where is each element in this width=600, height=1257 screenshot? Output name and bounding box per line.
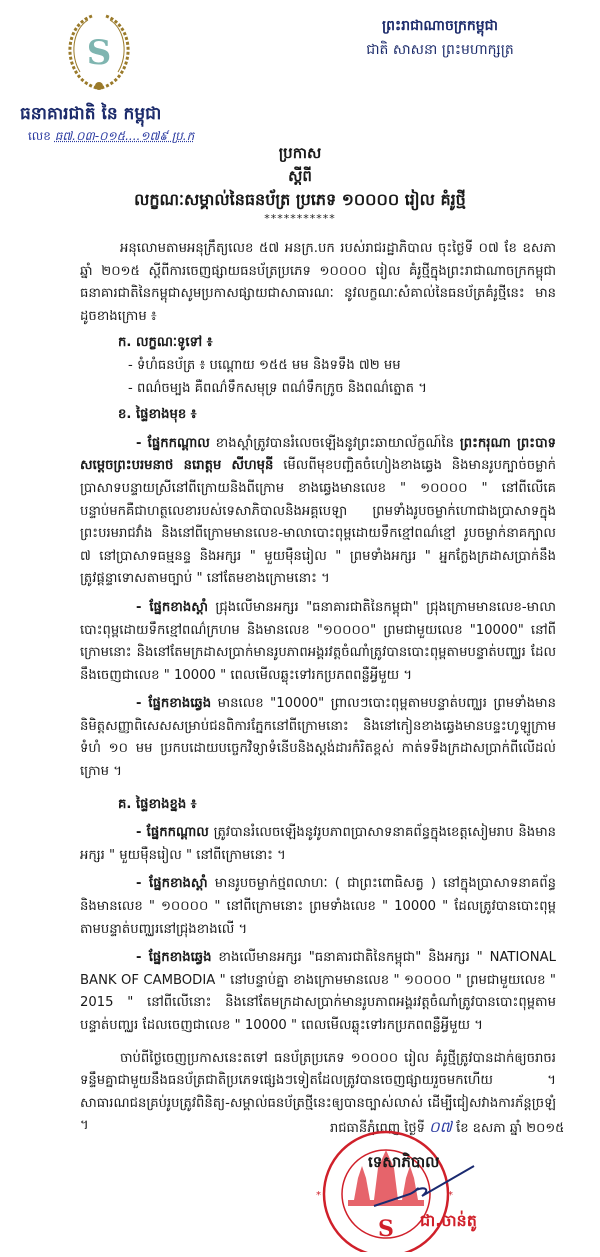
title-about: ស្តីពី	[288, 167, 312, 185]
svg-text:S: S	[378, 1216, 394, 1242]
handwritten-signature	[370, 1160, 480, 1210]
ref-label: លេខ	[28, 129, 51, 143]
section-a-item: - ទំហំធនប័ត្រ ៖ បណ្តោយ ១៥៥ មម និងទទឹង ៧២ មម	[128, 357, 401, 373]
text: ខាងលើមានអក្សរ "ធនាគារជាតិនៃកម្ពុជា" និងអក្សរ " NATIONAL BANK OF CAMBODIA " នៅបន្ទាប់គ្នា ខាងក្រោមមានលេខ " ១០០០០ " ព្រមជាមួយលេខ " 2015 " នៅពីលើនោះ និងនៅតែមក្រដាសប្រាក់មានរូបភាពអង្គរវត្តចំណាំត្រូវបានបោះពុម្ពតាមបន្ទាត់បញ្ឈរ ដែលចេញជាលេខ " 10000 " ពេលមើលឆ្លុះទៅរកប្រភពពន្លឺអ្វីមួយ ។	[80, 950, 556, 1033]
signatory-title: ទេសាភិបាល	[368, 1153, 440, 1171]
kingdom-header	[340, 14, 540, 62]
svg-text:*: *	[316, 1190, 321, 1201]
closing-paragraph: ចាប់ពីថ្ងៃចេញប្រកាសនេះតទៅ ធនប័ត្រប្រភេទ ១០០០០ រៀល គំរូថ្មីត្រូវបានដាក់ឲ្យចរាចរទន្ទឹមគ្នាជាមួយនឹងធនប័ត្រជាតិប្រភេទផ្សេងៗទៀតដែលត្រូវបានចេញផ្សាយរួចមកហើយ ។ សាធារណជនគ្រប់រូបត្រូវពិនិត្យ-សម្គាល់ធនប័ត្រថ្មីនេះឲ្យបានច្បាស់លាស់ ដើម្បីជៀសវាងការភ័ន្តច្រឡំ ។	[80, 1050, 556, 1134]
section-c-center	[80, 822, 556, 867]
section-c-right	[80, 873, 556, 941]
section-b-left	[80, 693, 556, 783]
lead: - ផ្នែកខាងឆ្វេង	[136, 696, 212, 712]
intro-paragraph: អនុលោមតាមអនុក្រឹត្យលេខ ៥៧ អនក្រ.បក របស់រាជរដ្ឋាភិបាល ចុះថ្ងៃទី ០៧ ខែ ឧសភា ឆ្នាំ ២០១៥ ស្តីពីការចេញផ្សាយធនប័ត្រប្រភេទ ១០០០០ រៀល គំរូថ្មីក្នុងព្រះរាជាណាចក្រកម្ពុជា ធនាគារជាតិនៃកម្ពុជាសូមប្រកាសផ្សាយជាសាធារណៈ នូវលក្ខណៈសំគាល់នៃធនប័ត្រគំរូថ្មីនេះ មានដូចខាងក្រោម ៖	[80, 241, 556, 324]
lead: - ផ្នែកខាងស្តាំ	[136, 599, 208, 615]
text: មានលេខ "10000" ព្រាលៗបោះពុម្ពតាមបន្ទាត់បញ្ឈរ ព្រមទាំងមាននិមិត្តសញ្ញាពិសេសសម្រាប់ជនពិការភ្នែកនៅពីក្រោមនោះ និងនៅកៀនខាងឆ្វេងមានបន្ទះហូឡូក្រាមទំហំ ១០ មម ប្រកបដោយបច្ចេកវិទ្យាទំនើបនិងស្តង់ដារកំរិតខ្ពស់ កាត់ទទឹងក្រដាសប្រាក់ពីលើដល់ក្រោម ។	[80, 696, 556, 780]
king-name: ព្រះករុណា ព្រះបាទ សម្តេចព្រះបរមនាថ នរោត្តម សីហមុនី	[80, 435, 556, 474]
section-a-heading: ក. លក្ខណៈទូទៅ ៖	[118, 335, 213, 351]
lead: - ផ្នែកខាងឆ្វេង	[136, 950, 212, 966]
svg-text:*: *	[448, 1190, 453, 1201]
text: ត្រូវបានរំលេចឡើងនូវរូបភាពប្រាសាទនាគព័ន្ធក្នុងខេត្តសៀមរាប និងមានអក្សរ " មួយម៉ឺនរៀល " នៅពីក្រោមនោះ ។	[80, 825, 557, 863]
bank-logo	[62, 12, 136, 92]
text: មានរូបចម្លាក់ថ្មពលាហៈ ( ជាព្រះពោធិសត្វ ) នៅក្នុងប្រាសាទនាគព័ន្ធ និងមានលេខ " ១០០០០ " នៅពីក្រោមនោះ ព្រមទាំងលេខ " 10000 " ដែលត្រូវបានបោះពុម្ពតាមបន្ទាត់បញ្ឈរនៅជ្រុងខាងលើ ។	[80, 876, 556, 937]
kingdom-name: ព្រះរាជាណាចក្រកម្ពុជា	[381, 18, 498, 34]
section-b-heading: ខ. ផ្ទៃខាងមុខ ៖	[118, 407, 197, 423]
section-b-right	[80, 597, 556, 687]
document-title	[0, 142, 600, 227]
text: ខាងស្តាំត្រូវបានរំលេចឡើងនូវព្រះឆាយាល័ក្ខណ៍នៃ	[209, 435, 460, 451]
date-prefix: រាជធានីភ្នំពេញ ថ្ងៃទី	[330, 1121, 430, 1136]
lead: - ផ្នែកកណ្តាល	[136, 825, 209, 841]
title-kind: ប្រកាស	[278, 144, 322, 162]
title-divider: ***********	[264, 212, 336, 225]
text: ជ្រុងលើមានអក្សរ "ធនាគារជាតិនៃកម្ពុជា" ជ្រុងក្រោមមានលេខ-មាលាបោះពុម្ពដោយទឹកខ្មៅពណ៌ក្រហម និងមានលេខ "១០០០០" ព្រមជាមួយលេខ "10000" នៅពីក្រោមនោះ និងនៅតែមក្រដាសប្រាក់មានរូបភាពអង្គរវត្តចំណាំត្រូវបានបោះពុម្ពតាមបន្ទាត់បញ្ឈរ ដែលនឹងចេញជាលេខ " 10000 " ពេលមើលឆ្លុះទៅរកប្រភពពន្លឺអ្វីមួយ ។	[80, 599, 556, 683]
section-a-item: - ពណ៌ចម្បង គឺពណ៌ទឹកសមុទ្រ ពណ៌ទឹកក្រូច និងពណ៌ត្នោត ។	[128, 380, 427, 396]
lead: - ផ្នែកខាងស្តាំ	[136, 876, 208, 892]
signatory-name: ជា.ចាន់តូ	[420, 1211, 477, 1230]
title-subject: លក្ខណៈសម្គាល់នៃធនប័ត្រ ប្រភេទ ១០០០០ រៀល គំរូថ្មី	[134, 190, 466, 209]
svg-text:S: S	[86, 33, 112, 73]
lead: - ផ្នែកកណ្តាល	[136, 435, 210, 451]
date-day-handwritten: ០៧	[429, 1118, 452, 1136]
section-c-left	[80, 947, 556, 1037]
section-c-heading: គ. ផ្ទៃខាងខ្នង ៖	[118, 796, 197, 812]
date-suffix: ខែ ឧសភា ឆ្នាំ ២០១៥	[451, 1121, 565, 1136]
document-body	[80, 238, 556, 1138]
section-b-center	[80, 433, 556, 591]
bank-name: ធនាគារជាតិ នៃ កម្ពុជា	[20, 104, 162, 124]
ref-number-handwritten: ធ៧.០៣-០១៥....១៧៩ ប្រ.ក	[54, 129, 195, 143]
text: មើលពីមុខបញ្ឆិតចំហៀងខាងឆ្វេង និងមានរូបក្បាច់ចម្លាក់ប្រាសាទបន្ទាយស្រីនៅពីក្រោយនិងពីក្រោម ខាងឆ្វេងមានលេខ " ១០០០០ " នៅពីលើគេ បន្ទាប់មកគឺជាហត្ថលេខារបស់ទេសាភិបាលនិងអគ្គបេឡា ព្រមទាំងរូបចម្លាក់ហោជាងប្រាសាទក្នុងព្រះបរមរាជវាំង និងនៅពីក្រោមមានលេខ-មាលាបោះពុម្ពដោយទឹកខ្មៅពណ៌ខ្មៅ រូបចម្លាក់នាគក្បាល ៧ នៅប្រាសាទធម្មនន្ទ និងអក្សរ " មួយម៉ឺនរៀល " ព្រមទាំងអក្សរ " អ្នកក្លែងក្រដាសប្រាក់នឹងត្រូវផ្តន្ទាទោសតាមច្បាប់ " នៅតែមខាងក្រោមនោះ ។	[80, 458, 556, 587]
national-motto: ជាតិ សាសនា ព្រះមហាក្សត្រ	[366, 42, 514, 58]
